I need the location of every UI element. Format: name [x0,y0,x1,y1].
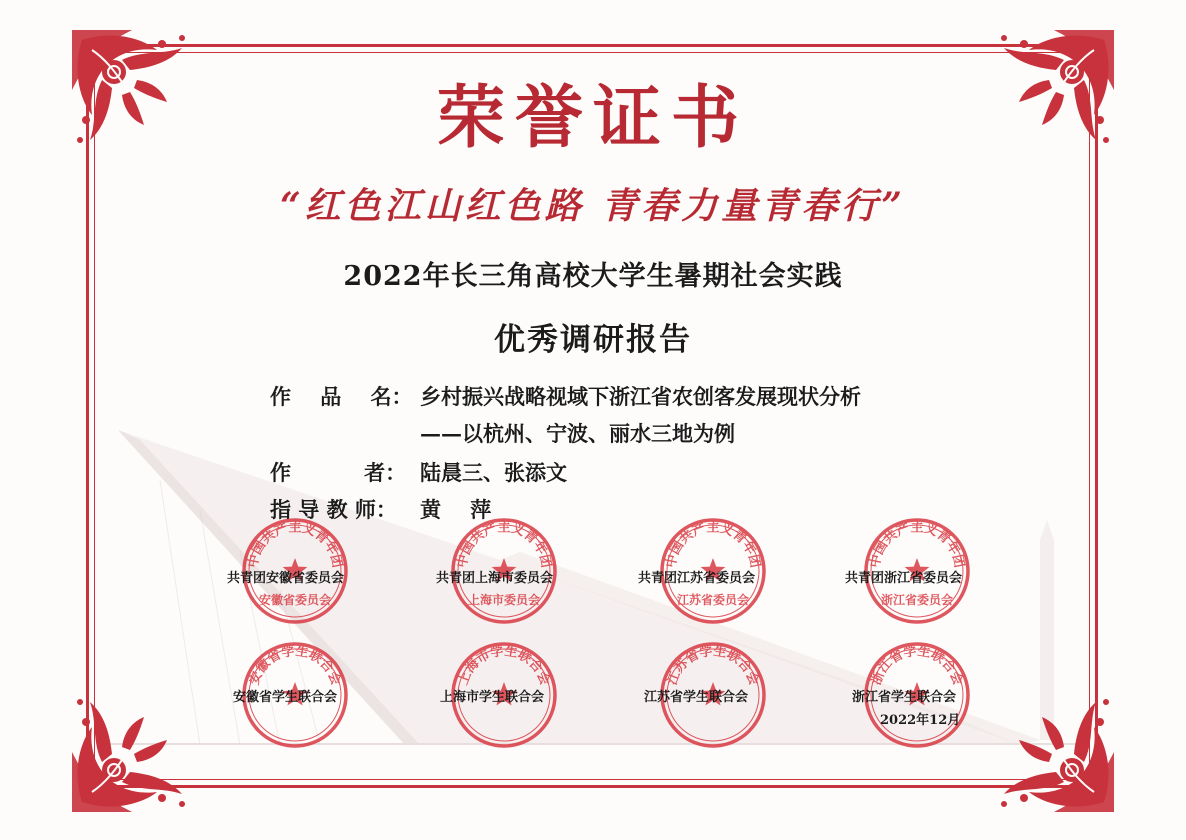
svg-text:江苏省学生联合会: 江苏省学生联合会 [664,643,762,688]
slogan: “红色江山红色路 青春力量青春行” [280,185,906,227]
author-names: 陆晨三、张添文 [420,460,567,485]
work-title-line2: ——以杭州、宁波、丽水三地为例 [420,421,735,446]
svg-text:中国共产主义青年团: 中国共产主义青年团 [663,520,763,570]
issuer-student-union-shanghai: 上海市学生联合会 [440,690,545,705]
issuer-youth-league-shanghai: 共青团上海市委员会 [436,571,554,586]
floral-corner-ornament-icon [974,672,1124,822]
svg-text:上海市学生联合会: 上海市学生联合会 [455,643,553,688]
issuer-youth-league-anhui: 共青团安徽省委员会 [227,571,345,586]
svg-text:安徽省委员会: 安徽省委员会 [258,593,332,607]
issuer-youth-league-zhejiang: 共青团浙江省委员会 [845,571,963,586]
floral-corner-ornament-icon [62,672,212,822]
svg-text:江苏省委员会: 江苏省委员会 [676,593,750,607]
certificate-title: 荣誉证书 [436,78,749,158]
svg-text:中国共产主义青年团: 中国共产主义青年团 [867,520,967,570]
work-title-line1: 乡村振兴战略视域下浙江省农创客发展现状分析 [420,384,861,409]
issue-date: 2022年12月 [880,713,961,728]
svg-text:浙江省委员会: 浙江省委员会 [880,593,954,607]
issuer-student-union-anhui: 安徽省学生联合会 [233,690,338,705]
svg-text:中国共产主义青年团: 中国共产主义青年团 [245,520,345,570]
work-title-label: 作 品 名： [270,384,413,409]
svg-text:上海市委员会: 上海市委员会 [467,593,541,607]
issuer-student-union-zhejiang: 浙江省学生联合会 [852,690,957,705]
issuer-youth-league-jiangsu: 共青团江苏省委员会 [638,571,756,586]
advisor-label: 指 导 教 师： [270,497,397,522]
event-name: 2022年长三角高校大学生暑期社会实践 [343,261,843,292]
advisor-name: 黄 萍 [420,497,492,522]
award-name: 优秀调研报告 [494,322,692,358]
svg-text:中国共产主义青年团: 中国共产主义青年团 [454,520,554,570]
svg-text:浙江省学生联合会: 浙江省学生联合会 [868,643,966,688]
svg-text:安徽省学生联合会: 安徽省学生联合会 [246,643,344,688]
issuer-student-union-jiangsu: 江苏省学生联合会 [644,690,749,705]
author-label: 作 者： [270,460,407,485]
